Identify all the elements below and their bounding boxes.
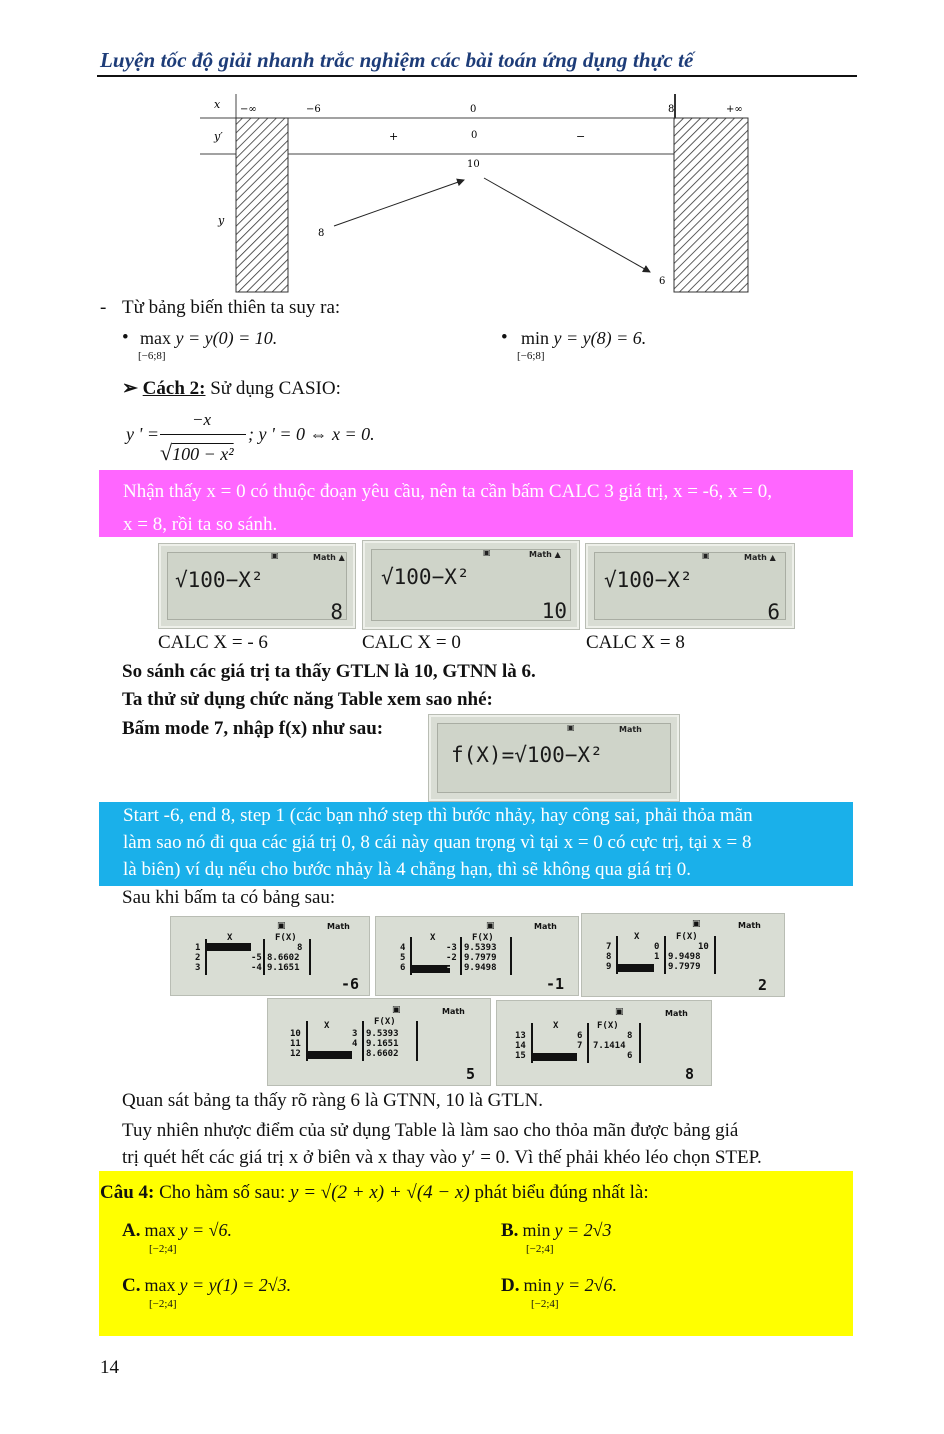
option-b-expr: y = 2√3 (554, 1220, 612, 1240)
calc-indicator-icon: ▣ (483, 548, 491, 557)
table-bottom-value: -1 (546, 975, 565, 993)
table-header-f: F(X) (374, 1017, 396, 1027)
x-value-pos-inf: +∞ (726, 104, 743, 115)
table-indicator: Math (738, 921, 761, 930)
sign-plus: + (389, 130, 399, 143)
table-header-x: X (553, 1021, 559, 1031)
table-row-index: 13 (515, 1031, 526, 1041)
calc-screen-3 (585, 543, 795, 629)
table-row-index: 14 (515, 1041, 526, 1051)
blue-line-1: Start -6, end 8, step 1 (các bạn nhớ step thì bước nhảy, hay công sai, phải thỏa mãn (123, 805, 753, 826)
table-row-index: 8 (606, 952, 612, 962)
calc-caption-1: CALC X = - 6 (158, 632, 268, 653)
table-row-index: 3 (195, 963, 201, 973)
deriv-denominator: √100 − x² (160, 440, 234, 465)
table-intro: Sau khi bấm ta có bảng sau: (122, 887, 336, 908)
arrow-increasing (334, 180, 464, 226)
table-screen-2 (375, 916, 579, 996)
table-header-f: F(X) (275, 933, 297, 943)
calc-screen-1 (158, 543, 356, 629)
table-header-x: X (430, 933, 436, 943)
y-value-left: 8 (318, 228, 325, 239)
table-row-index: 1 (195, 943, 201, 953)
calc-expression: √100−X² (604, 568, 693, 592)
calc-expression: √100−X² (175, 568, 264, 592)
table-bottom-value: 2 (758, 976, 768, 994)
max-subscript: [−6;8] (138, 350, 166, 362)
table-indicator-icon: ▣ (392, 1005, 401, 1015)
table-indicator-icon: ▣ (692, 919, 701, 929)
table-screen-1 (170, 916, 370, 996)
table-x-value: 7 (577, 1041, 583, 1051)
option-c-subscript: [−2;4] (149, 1298, 177, 1310)
table-indicator: Math (534, 922, 557, 931)
table-f-value: 9.9498 (668, 952, 701, 962)
compare-line-2: Ta thử sử dụng chức năng Table xem sao nhé: (122, 689, 493, 710)
deriv-numerator: −x (192, 410, 212, 429)
table-screen-5 (496, 1000, 712, 1086)
min-op: min (521, 328, 550, 348)
table-row-index: 15 (515, 1051, 526, 1061)
fraction-bar (160, 434, 246, 435)
table-row-index: 5 (400, 953, 406, 963)
table-x-value: 5 (352, 1049, 358, 1059)
row-label-x: x (214, 98, 221, 111)
blue-line-2: làm sao nó đi qua các giá trị 0, 8 cái này quan trọng vì tại x = 0 có cực trị, tại x = 8 (123, 832, 752, 853)
table-header-x: X (324, 1021, 330, 1031)
calc-result: 10 (541, 599, 567, 623)
min-subscript: [−6;8] (517, 350, 545, 362)
table-f-value: 7.1414 (593, 1041, 626, 1051)
max-op: max (140, 328, 171, 348)
question-4-suffix: phát biểu đúng nhất là: (469, 1182, 649, 1203)
y-value-top: 10 (467, 159, 480, 170)
table-f-value: 9.1651 (267, 963, 300, 973)
option-a-letter: A. (122, 1220, 141, 1241)
table-screen-3 (581, 913, 785, 997)
sign-minus: − (576, 130, 586, 143)
header-rule (97, 75, 857, 77)
table-x-value: 1 (654, 952, 660, 962)
option-c-expr: y = y(1) = 2√3. (179, 1275, 292, 1295)
page-header-title: Luyện tốc độ giải nhanh trắc nghiệm các bài toán ứng dụng thực tế (100, 48, 694, 72)
y-value-right: 6 (659, 276, 666, 287)
table-row-index: 12 (290, 1049, 301, 1059)
calc-caption-3: CALC X = 8 (586, 632, 685, 653)
table-indicator-icon: ▣ (615, 1007, 624, 1017)
calc-caption-2: CALC X = 0 (362, 632, 461, 653)
table-indicator: Math (327, 922, 350, 931)
table-f-value: 8 (627, 1031, 633, 1041)
fx-indicator: Math (619, 725, 642, 734)
row-label-y: y (218, 214, 225, 227)
pink-highlight-box (99, 470, 853, 537)
table-indicator-icon: ▣ (486, 921, 495, 931)
table-bottom-value: -6 (341, 975, 360, 993)
question-4-stem (100, 1182, 649, 1204)
x-value-neg-inf: −∞ (240, 104, 257, 115)
option-d-subscript: [−2;4] (531, 1298, 559, 1310)
option-b-subscript: [−2;4] (526, 1243, 554, 1255)
table-f-value: 8 (297, 943, 303, 953)
max-rest: y = y(0) = 10. (175, 328, 278, 348)
dash-bullet: - (100, 297, 107, 318)
table-x-value: 0 (654, 942, 660, 952)
deriv-zero: 0 (471, 130, 478, 141)
observation-line-3: trị quét hết các giá trị x ở biên và x thay vào y′ = 0. Vì thế phải khéo léo chọn STEP. (122, 1147, 762, 1168)
observation-line-1: Quan sát bảng ta thấy rõ ràng 6 là GTNN, 10 là GTLN. (122, 1090, 544, 1111)
table-header-f: F(X) (676, 932, 698, 942)
table-f-value: 6 (627, 1051, 633, 1061)
compare-line-3: Bấm mode 7, nhập f(x) như sau: (122, 718, 384, 739)
option-c-op: max (144, 1275, 176, 1295)
max-expression (140, 328, 277, 349)
option-a[interactable] (122, 1220, 232, 1242)
calc-indicator: Math ▲ (744, 553, 776, 562)
table-x-value: 3 (352, 1029, 358, 1039)
fx-indicator-icon: ▣ (567, 723, 575, 732)
table-row-index: 11 (290, 1039, 301, 1049)
table-header-f: F(X) (597, 1021, 619, 1031)
table-f-value: 9.9498 (464, 963, 497, 973)
option-c-letter: C. (122, 1275, 141, 1296)
pink-line-1: Nhận thấy x = 0 có thuộc đoạn yêu cầu, nên ta cần bấm CALC 3 giá trị, x = -6, x = 0, (123, 481, 772, 502)
table-f-value: 8.6602 (267, 953, 300, 963)
table-f-value: 9.7979 (668, 962, 701, 972)
blue-highlight-box (99, 802, 853, 886)
table-x-value: -5 (251, 953, 262, 963)
option-c[interactable] (122, 1275, 291, 1297)
calc-result: 6 (767, 600, 780, 624)
min-expression (521, 328, 646, 349)
table-screen-4 (267, 998, 491, 1086)
question-4-function: y = √(2 + x) + √(4 − x) (290, 1182, 470, 1203)
table-row-index: 2 (195, 953, 201, 963)
page-number: 14 (100, 1357, 119, 1378)
method2-line (122, 377, 341, 400)
table-f-value: 10 (698, 942, 709, 952)
table-f-value: 9.1651 (366, 1039, 399, 1049)
table-header-x: X (634, 932, 640, 942)
table-indicator-icon: ▣ (277, 921, 286, 931)
table-row-index: 4 (400, 943, 406, 953)
pink-line-2: x = 8, rồi ta so sánh. (123, 514, 278, 535)
calc-expression: √100−X² (381, 565, 470, 589)
x-value-8: 8 (668, 104, 675, 115)
table-row-index: 7 (606, 942, 612, 952)
deriv-rhs: ; y ' = 0 ⇔ x = 0. (248, 424, 375, 444)
table-header-f: F(X) (472, 933, 494, 943)
table-x-value: -6 (251, 943, 262, 953)
calc-indicator-icon: ▣ (702, 551, 710, 560)
arrow-decreasing (484, 178, 650, 272)
calc-indicator-icon: ▣ (271, 551, 279, 560)
option-d[interactable] (501, 1275, 617, 1297)
table-bottom-value: 8 (685, 1065, 695, 1083)
table-x-value: 2 (654, 962, 660, 972)
hatched-left (236, 118, 288, 292)
table-row-index: 10 (290, 1029, 301, 1039)
x-value-0: 0 (470, 104, 477, 115)
min-rest: y = y(8) = 6. (553, 328, 647, 348)
option-d-letter: D. (501, 1275, 520, 1296)
table-header-x: X (227, 933, 233, 943)
option-b[interactable] (501, 1220, 611, 1242)
table-f-value: 8.6602 (366, 1049, 399, 1059)
table-x-value: 4 (352, 1039, 358, 1049)
option-a-subscript: [−2;4] (149, 1243, 177, 1255)
fx-screen (428, 714, 680, 802)
option-b-op: min (522, 1220, 551, 1240)
method2-label: Cách 2: (142, 378, 206, 399)
deriv-lhs: y ' = (126, 424, 159, 444)
table-indicator: Math (442, 1007, 465, 1016)
table-indicator: Math (665, 1009, 688, 1018)
calc-result: 8 (330, 600, 343, 624)
table-f-value: 9.7979 (464, 953, 497, 963)
option-d-op: min (523, 1275, 552, 1295)
table-f-value: 9.5393 (464, 943, 497, 953)
table-x-value: -4 (251, 963, 262, 973)
method2-text: Sử dụng CASIO: (205, 378, 341, 399)
option-d-expr: y = 2√6. (555, 1275, 618, 1295)
blue-line-3: là biên) ví dụ nếu cho bước nhảy là 4 chẳng hạn, thì sẽ không qua giá trị 0. (123, 859, 692, 880)
method2-arrow: ➢ (122, 378, 138, 399)
calc-screen-2 (362, 540, 580, 630)
option-b-letter: B. (501, 1220, 519, 1241)
hatched-right (674, 118, 748, 292)
table-f-value: 9.5393 (366, 1029, 399, 1039)
option-a-expr: y = √6. (179, 1220, 232, 1240)
table-x-value: -2 (446, 953, 457, 963)
observation-line-2: Tuy nhiên nhược điểm của sử dụng Table là làm sao cho thỏa mãn được bảng giá (122, 1120, 739, 1141)
question-4-label: Câu 4: (100, 1182, 155, 1203)
table-x-value: -1 (446, 963, 457, 973)
calc-indicator: Math ▲ (313, 553, 345, 562)
conclusion-intro: Từ bảng biến thiên ta suy ra: (122, 297, 341, 318)
question-4-text: Cho hàm số sau: (154, 1182, 291, 1203)
bullet-max: • (122, 327, 129, 348)
x-value-neg6: −6 (306, 104, 321, 115)
table-x-value: -3 (446, 943, 457, 953)
calc-indicator: Math ▲ (529, 550, 561, 559)
fx-expression: f(X)=√100−X² (451, 743, 603, 767)
table-x-value: 6 (577, 1031, 583, 1041)
compare-line-1: So sánh các giá trị ta thấy GTLN là 10, GTNN là 6. (122, 661, 536, 682)
table-row-index: 9 (606, 962, 612, 972)
option-a-op: max (144, 1220, 176, 1240)
bullet-min: • (501, 327, 508, 348)
table-row-index: 6 (400, 963, 406, 973)
table-bottom-value: 5 (466, 1065, 476, 1083)
row-label-yprime: y′ (214, 130, 223, 143)
table-x-value: 8 (577, 1051, 583, 1061)
variation-table (200, 92, 760, 297)
